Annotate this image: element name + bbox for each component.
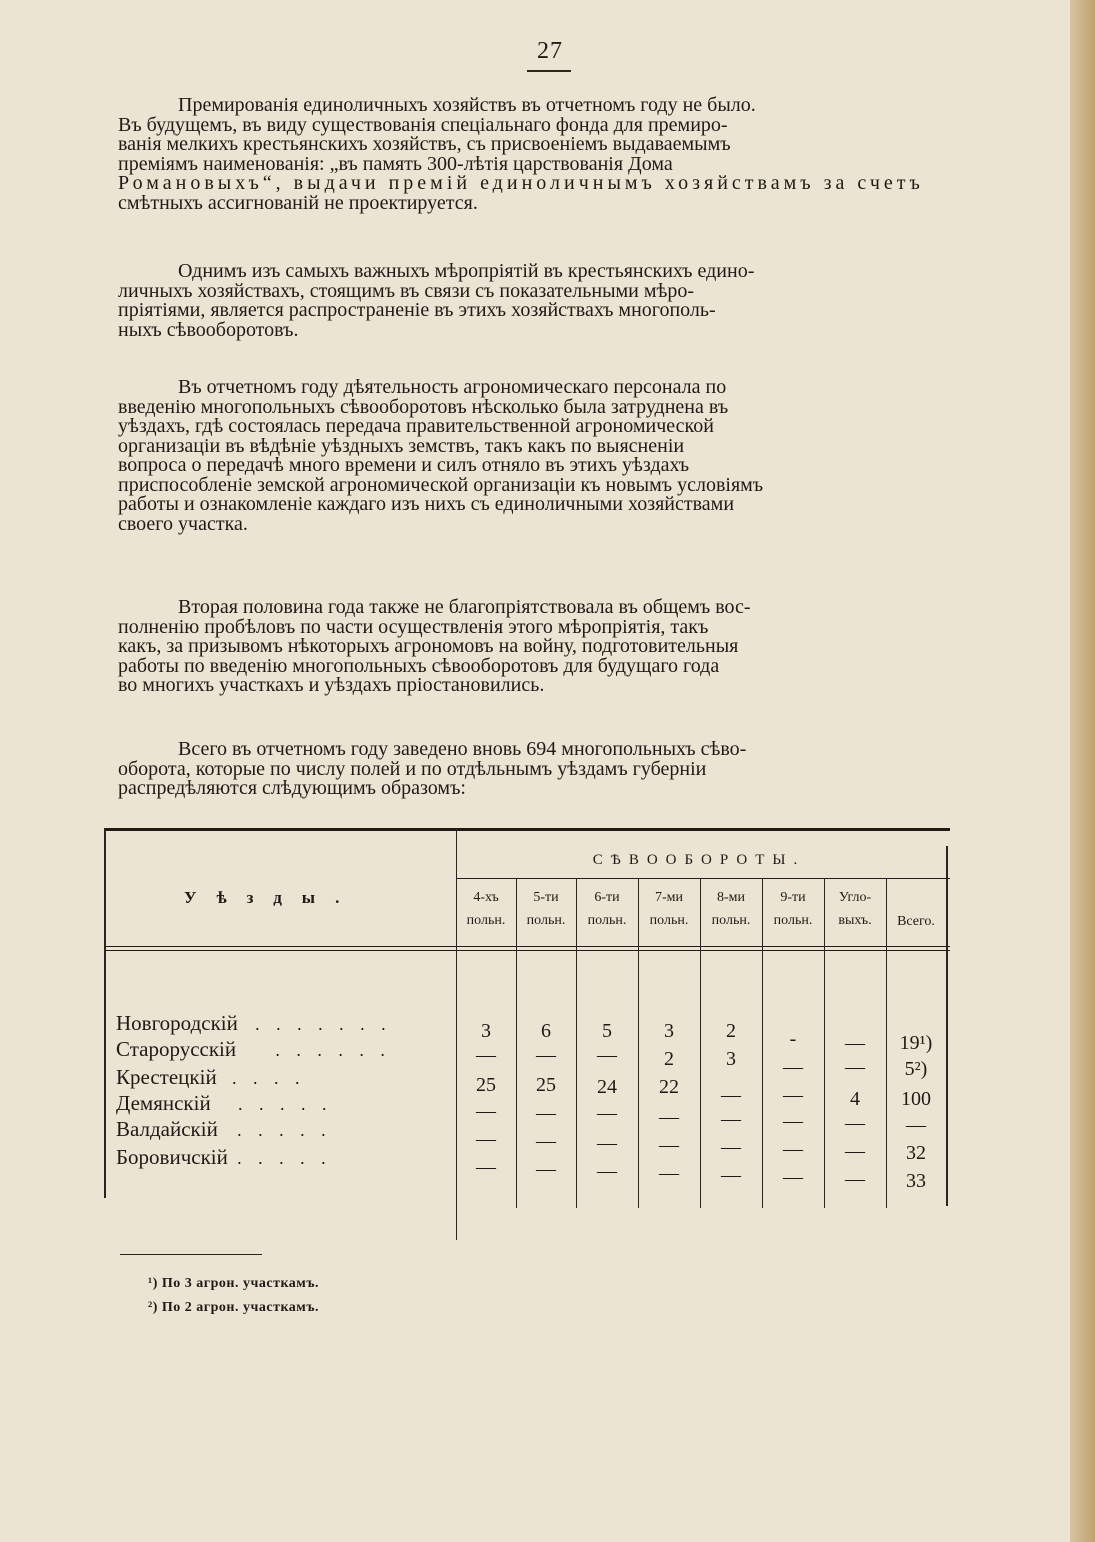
group-header-rule — [456, 878, 950, 879]
table-cell: — — [845, 1032, 865, 1054]
paragraph-line: пріятіями, является распространеніе въ этихъ хозяйствахъ многополь- — [118, 299, 716, 321]
column-header-line: польн. — [526, 913, 566, 928]
table-cell: 100 — [901, 1088, 931, 1110]
row-label: Старорусскій — [116, 1037, 237, 1061]
paragraph-line: введенію многопольныхъ сѣвооборотовъ нѣсколько была затруднена въ — [118, 395, 729, 418]
table-cell: — — [476, 1044, 496, 1066]
table-cell: — — [536, 1130, 556, 1152]
paragraph-line: приспособленіе земской агрономической организаціи къ новымъ условіямъ — [118, 473, 764, 496]
table-cell: — — [721, 1108, 741, 1130]
table-cell: — — [783, 1056, 803, 1078]
table-row-name — [116, 1146, 332, 1169]
sevooborot-table — [104, 828, 950, 1248]
table-cell: — — [536, 1158, 556, 1180]
table-cell: 6 — [541, 1020, 551, 1042]
table-cell: — — [476, 1128, 496, 1150]
table-cell: 5²) — [904, 1058, 928, 1080]
table-cell: — — [721, 1164, 741, 1186]
table-cell: 33 — [906, 1170, 926, 1192]
table-cell: 25 — [476, 1074, 496, 1096]
table-cell: — — [597, 1102, 617, 1124]
table-row-name — [116, 1012, 392, 1035]
column-header-line: польн. — [711, 913, 751, 928]
column-header — [762, 886, 824, 932]
footnote-separator — [120, 1254, 262, 1255]
table-right-border — [946, 846, 948, 1206]
table-cell: — — [783, 1166, 803, 1188]
column-header-line: польн. — [773, 913, 813, 928]
table-cell: — — [845, 1112, 865, 1134]
column-header-line: 5-ти — [533, 890, 559, 905]
column-header — [576, 886, 638, 932]
table-cell: — — [659, 1162, 679, 1184]
table-left-border — [104, 828, 106, 1198]
paragraph-line: своего участка. — [118, 512, 248, 535]
column-header-line: 6-ти — [594, 890, 620, 905]
table-cell: — — [845, 1168, 865, 1190]
table-cell: 3 — [481, 1020, 491, 1042]
leader-dots: . . . . . — [237, 1120, 332, 1140]
table-row-name — [116, 1092, 332, 1115]
table-cell: — — [597, 1132, 617, 1154]
column-header-line: польн. — [649, 913, 689, 928]
table-cell: — — [659, 1106, 679, 1128]
table-top-rule — [104, 828, 950, 831]
paragraph-line: уѣздахъ, гдѣ состоялась передача правительственной агрономической — [118, 415, 714, 437]
sevooboroty-group-header: СѢВООБОРОТЫ. — [592, 852, 806, 868]
table-cell: — — [721, 1084, 741, 1106]
row-label: Валдайскій — [116, 1117, 218, 1141]
column-header-line: 7-ми — [654, 890, 683, 905]
paragraph-1 — [118, 96, 968, 213]
column-header-line: 9-ти — [780, 890, 806, 905]
paragraph-line: вопроса о передачѣ много времени и силъ отняло въ этихъ уѣздахъ — [118, 454, 690, 476]
table-cell: - — [789, 1028, 797, 1050]
table-cell: — — [721, 1136, 741, 1158]
table-cell: 32 — [906, 1142, 926, 1164]
paragraph-4 — [118, 598, 968, 696]
leader-dots: . . . . . . — [275, 1040, 391, 1060]
table-cell: — — [906, 1114, 926, 1136]
paragraph-line: оборота, которые по числу полей и по отдѣльнымъ уѣздамъ губерніи — [118, 757, 707, 780]
paragraph-line: работы и ознакомленіе каждаго изъ нихъ съ единоличными хозяйствами — [118, 493, 735, 515]
table-cell: 3 — [726, 1048, 736, 1070]
column-header-line: 8-ми — [716, 890, 745, 905]
column-header-line: выхъ. — [838, 913, 872, 928]
table-row-name — [116, 1118, 332, 1141]
row-label: Боровичскій — [116, 1145, 228, 1169]
paragraph-line: личныхъ хозяйствахъ, стоящимъ въ связи съ показательными мѣро- — [118, 279, 695, 302]
paragraph-line: Премированія единоличныхъ хозяйствъ въ отчетномъ году не было. — [178, 94, 756, 116]
column-header-line: польн. — [466, 913, 506, 928]
table-cell: — — [845, 1056, 865, 1078]
paragraph-line: распредѣляются слѣдующимъ образомъ: — [118, 777, 466, 799]
paragraph-line: организаціи въ вѣдѣніе уѣздныхъ земствъ, такъ какъ по выясненіи — [118, 434, 685, 457]
paragraph-line: Однимъ изъ самыхъ важныхъ мѣропріятій въ крестьянскихъ едино- — [178, 260, 755, 282]
column-header-line: Всего. — [897, 914, 935, 929]
table-cell: 2 — [664, 1048, 674, 1070]
paragraph-line: ныхъ сѣвооборотовъ. — [118, 318, 299, 341]
leader-dots: . . . . . . . — [255, 1014, 392, 1034]
paragraph-line: Въ будущемъ, въ виду существованія спеціальнаго фонда для премиро- — [118, 113, 728, 136]
table-row-name — [116, 1038, 391, 1061]
table-cell: 2 — [726, 1020, 736, 1042]
leader-dots: . . . . — [231, 1068, 306, 1088]
paragraph-line: ванія мелкихъ крестьянскихъ хозяйствъ, съ присвоеніемъ выдаваемымъ — [118, 133, 731, 155]
column-header — [638, 886, 700, 932]
column-header — [456, 886, 516, 932]
paragraph-line: полненію пробѣловъ по части осуществленія этого мѣропріятія, такъ — [118, 615, 709, 638]
column-header — [886, 910, 946, 933]
table-cell: — — [659, 1134, 679, 1156]
table-cell: 24 — [597, 1076, 617, 1098]
table-cell: — — [476, 1100, 496, 1122]
leader-dots: . . . . . — [237, 1148, 332, 1168]
table-cell: 22 — [659, 1076, 679, 1098]
paragraph-5 — [118, 740, 968, 799]
table-cell: 19¹) — [899, 1032, 933, 1054]
paragraph-line: преміямъ наименованія: „въ память 300-лѣтія царствованія Дома — [118, 152, 673, 175]
leader-dots: . . . . . — [237, 1094, 333, 1114]
table-cell: — — [536, 1044, 556, 1066]
table-cell: — — [783, 1138, 803, 1160]
paragraph-line: работы по введенію многопольныхъ сѣвооборотовъ для будущаго года — [118, 654, 720, 677]
paragraph-line: Въ отчетномъ году дѣятельность агрономическаго персонала по — [178, 376, 727, 398]
table-cell: 4 — [850, 1088, 860, 1110]
page-number: 27 — [537, 38, 563, 64]
page-edge — [1070, 0, 1095, 1542]
paragraph-line: смѣтныхъ ассигнованій не проектируется. — [118, 191, 478, 214]
paragraph-line: Вторая половина года также не благопріятствовала въ общемъ вос- — [178, 596, 751, 618]
footnote: ²) По 2 агрон. участкамъ. — [148, 1300, 319, 1315]
table-cell: — — [783, 1110, 803, 1132]
paragraph-3 — [118, 378, 968, 534]
table-cell: — — [783, 1084, 803, 1106]
page-number-underline — [527, 70, 571, 72]
table-cell: 5 — [602, 1020, 612, 1042]
paragraph-line: Романовыхъ“, выдачи премій единоличнымъ хозяйствамъ за счетъ — [118, 172, 924, 194]
footnote: ¹) По 3 агрон. участкамъ. — [148, 1276, 319, 1291]
table-cell: — — [597, 1044, 617, 1066]
row-label: Новгородскій — [116, 1011, 238, 1035]
table-cell: — — [476, 1156, 496, 1178]
table-row-name — [116, 1066, 305, 1089]
table-cell: — — [597, 1160, 617, 1182]
table-cell: — — [845, 1140, 865, 1162]
column-header — [824, 886, 886, 932]
paragraph-line: какъ, за призывомъ нѣкоторыхъ агрономовъ на войну, подготовительныя — [118, 635, 739, 657]
table-cell: 3 — [664, 1020, 674, 1042]
column-header — [700, 886, 762, 932]
column-header-line: 4-хъ — [473, 890, 499, 905]
paragraph-2 — [118, 262, 968, 340]
column-header-line: польн. — [587, 913, 627, 928]
table-cell: — — [536, 1102, 556, 1124]
column-header-line: Угло- — [838, 890, 872, 905]
uezdy-column-header: Уѣзды. — [184, 888, 360, 907]
column-header — [516, 886, 576, 932]
paragraph-line: во многихъ участкахъ и уѣздахъ пріостановились. — [118, 674, 545, 696]
row-label: Крестецкій — [116, 1065, 217, 1089]
row-label: Демянскій — [116, 1091, 211, 1115]
paragraph-line: Всего въ отчетномъ году заведено вновь 694 многопольныхъ сѣво- — [178, 738, 747, 760]
table-cell: 25 — [536, 1074, 556, 1096]
